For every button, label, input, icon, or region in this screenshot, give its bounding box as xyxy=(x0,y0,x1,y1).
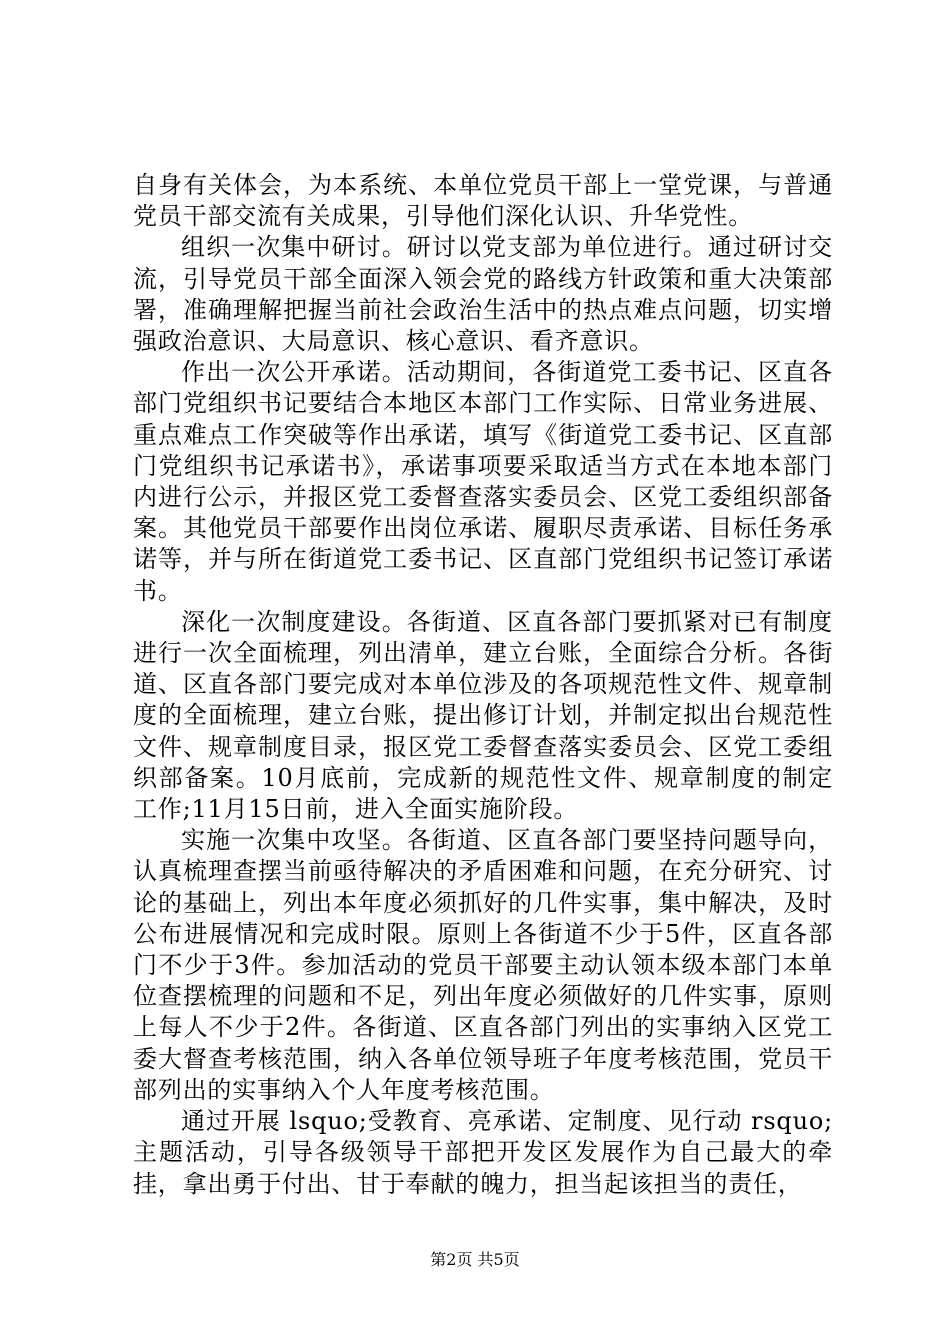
paragraph-system-building: 深化一次制度建设。各街道、区直各部门要抓紧对已有制度进行一次全面梳理，列出清单，建立台账，全面综合分析。各街道、区直各部门要完成对本单位涉及的各项规范性文件、规章制度的全面梳理，建立台账，提出修订计划，并制定拟出台规范性文件、规章制度目录，报区党工委督查落实委员会、区党工委组织部备案。10月底前，完成新的规范性文件、规章制度的制定工作;11月15日前，进入全面实施阶段。 xyxy=(133,607,833,824)
paragraph-theme-activity: 通过开展 lsquo;受教育、亮承诺、定制度、见行动 rsquo;主题活动，引导各级领导干部把开发区发展作为自己最大的牵挂，拿出勇于付出、甘于奉献的魄力，担当起该担当的责任， xyxy=(133,1107,833,1198)
document-body xyxy=(133,170,833,1200)
paragraph-group-discussion: 组织一次集中研讨。研讨以党支部为单位进行。通过研讨交流，引导党员干部全面深入领会党的路线方针政策和重大决策部署，准确理解把握当前社会政治生活中的热点难点问题，切实增强政治意识、大局意识、核心意识、看齐意识。 xyxy=(133,233,833,356)
page-number-footer: 第2页 共5页 xyxy=(430,1250,520,1269)
paragraph-continuation: 自身有关体会，为本系统、本单位党员干部上一堂党课，与普通党员干部交流有关成果，引导他们深化认识、升华党性。 xyxy=(133,171,833,231)
paragraph-public-commitment: 作出一次公开承诺。活动期间，各街道党工委书记、区直各部门党组织书记要结合本地区本部门工作实际、日常业务进展、重点难点工作突破等作出承诺，填写《街道党工委书记、区直部门党组织书记承诺书》，承诺事项要采取适当方式在本地本部门内进行公示，并报区党工委督查落实委员会、区党工委组织部备案。其他党员干部要作出岗位承诺、履职尽责承诺、目标任务承诺等，并与所在街道党工委书记、区直部门党组织书记签订承诺书。 xyxy=(133,358,833,605)
paragraph-focused-effort: 实施一次集中攻坚。各街道、区直各部门要坚持问题导向，认真梳理查摆当前亟待解决的矛盾困难和问题，在充分研究、讨论的基础上，列出本年度必须抓好的几件实事，集中解决，及时公布进展情况和完成时限。原则上各街道不少于5件，区直各部门不少于3件。参加活动的党员干部要主动认领本级本部门本单位查摆梳理的问题和不足，列出年度必须做好的几件实事，原则上每人不少于2件。各街道、区直各部门列出的实事纳入区党工委大督查考核范围，纳入各单位领导班子年度考核范围，党员干部列出的实事纳入个人年度考核范围。 xyxy=(133,826,833,1104)
